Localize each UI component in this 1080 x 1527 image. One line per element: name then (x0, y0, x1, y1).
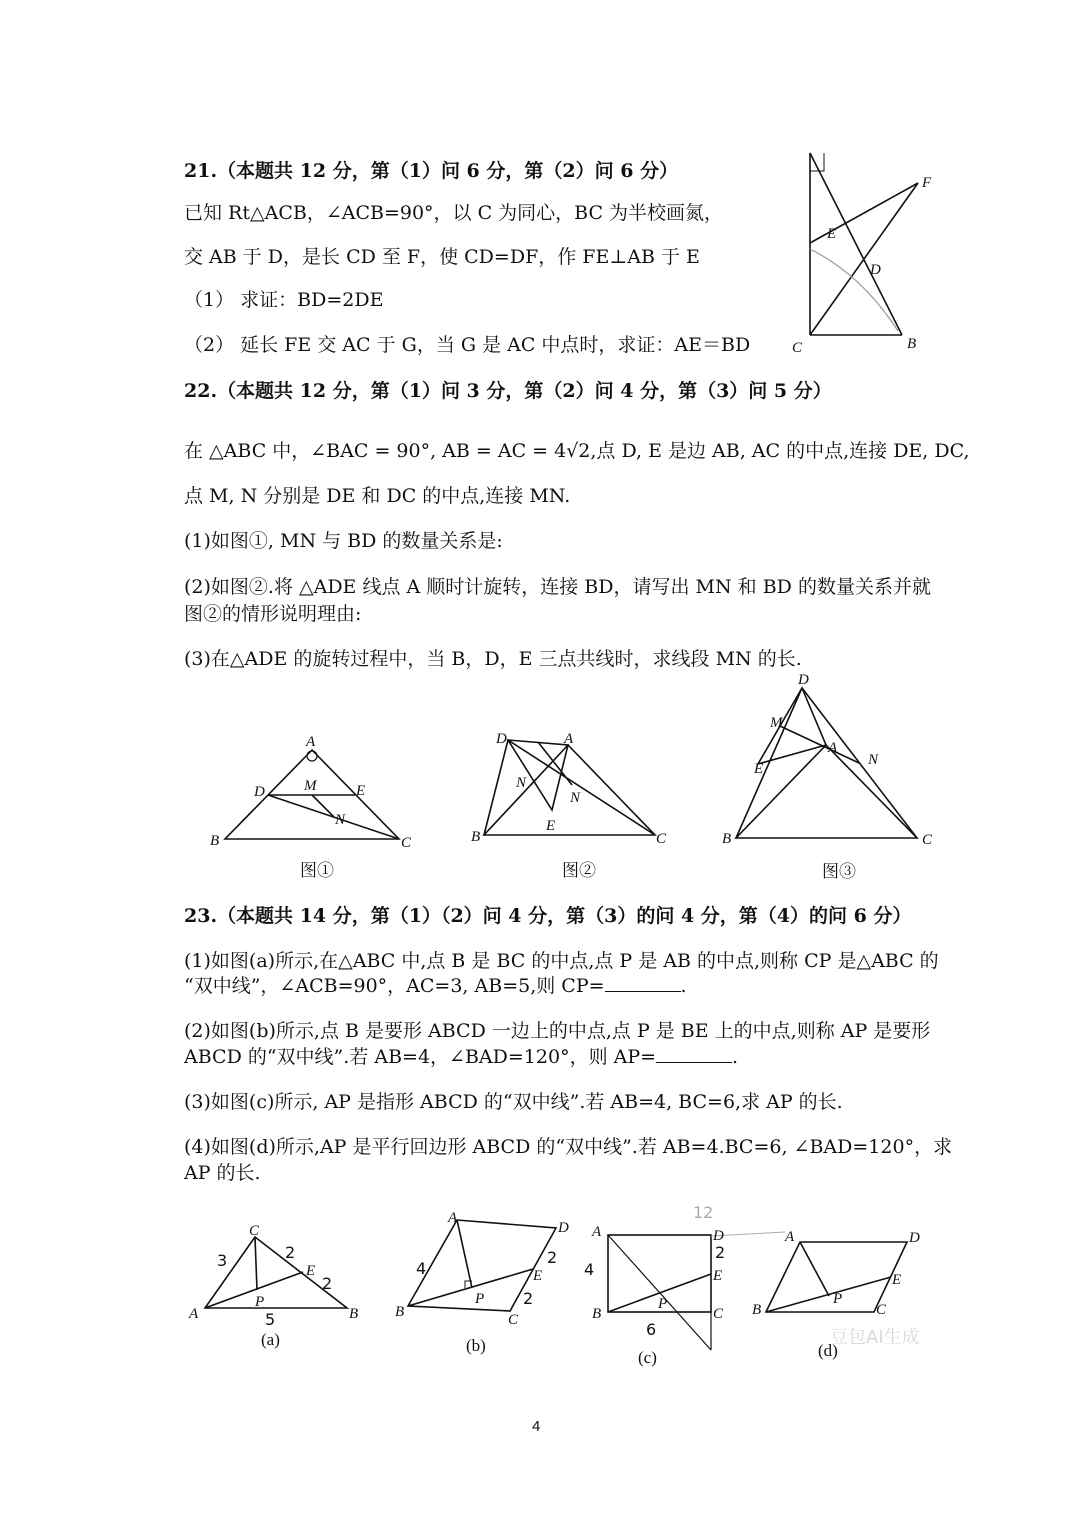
q23-p1-line1: (1)如图(a)所示,在△ABC 中,点 B 是 BC 的中点,点 P 是 AB 的中点,则称 CP 是△ABC 的 (184, 950, 939, 972)
q23-fa-segment-ae (205, 1272, 303, 1308)
q23-fd-label-b: B (752, 1302, 762, 1318)
q23-fd-label-p: P (833, 1291, 843, 1307)
watermark: 豆包AI生成 (830, 1327, 920, 1348)
q23-figure-a (185, 1220, 370, 1355)
q23-fc-label-d: D (713, 1228, 724, 1244)
q22-header: 22.（本题共 12 分，第（1）问 3 分，第（2）问 4 分，第（3）问 5 分） (184, 380, 832, 402)
q23-fb-note-2a: 2 (547, 1248, 558, 1267)
q22-f3-segment-bd (736, 688, 802, 838)
q23-fc-label-b: B (592, 1306, 602, 1322)
q22-f1-label-n: N (335, 812, 346, 828)
q22-f1-right-angle-mark (307, 751, 317, 761)
q22-f2-label-e: E (546, 818, 556, 834)
q22-f2-label-d: D (496, 731, 507, 747)
q21-label-c: C (792, 340, 803, 356)
q23-p2-answer-blank[interactable] (656, 1048, 732, 1063)
q22-f3-label-c: C (922, 832, 933, 848)
q22-f1-label-c: C (401, 835, 412, 851)
q23-fa-label-p: P (255, 1294, 265, 1310)
q23-figure-b (390, 1208, 590, 1358)
q23-fc-note-6: 6 (646, 1320, 657, 1339)
q23-fb-label-e: E (533, 1268, 543, 1284)
q22-f3-label-n: N (868, 752, 879, 768)
q23-fc-note-2: 2 (715, 1243, 726, 1262)
q22-f1-label-a: A (306, 734, 316, 750)
q23-fd-label-a: A (785, 1229, 795, 1245)
q21-label-f: F (922, 175, 932, 191)
q21-label-b: B (907, 336, 917, 352)
q23-fb-segment-ap (457, 1220, 472, 1288)
q23-fb-label-a: A (448, 1210, 458, 1226)
q23-p2-line2 (184, 1046, 738, 1069)
q22-caption-1: 图① (300, 861, 334, 880)
q23-fb-note-2b: 2 (523, 1289, 534, 1308)
q23-p3: (3)如图(c)所示, AP 是指形 ABCD 的“双中线”.若 AB=4, BC=6,求 AP 的长. (184, 1091, 843, 1113)
q23-fb-label-b: B (395, 1304, 405, 1320)
q21-header: 21.（本题共 12 分，第（1）问 6 分，第（2）问 6 分） (184, 160, 679, 182)
q22-f2-label-b: B (471, 829, 481, 845)
q22-f2-segment-bd (484, 740, 508, 835)
q23-fb-label-p: P (475, 1291, 485, 1307)
q21-arc (810, 249, 898, 331)
q23-fa-note-2a: 2 (285, 1243, 296, 1262)
q21-line2: 交 AB 于 D，是长 CD 至 F，使 CD=DF，作 FE⊥AB 于 E (184, 246, 700, 268)
q21-line1: 已知 Rt△ACB，∠ACB=90°，以 C 为同心，BC 为半校画氮， (184, 202, 724, 224)
q23-fa-label-c: C (249, 1223, 260, 1239)
q21-figure (780, 145, 960, 360)
page-number: 4 (532, 1418, 541, 1435)
q22-f1-label-d: D (254, 784, 265, 800)
q23-fa-label-a: A (189, 1306, 199, 1322)
q23-caption-b: (b) (466, 1336, 486, 1355)
q21-label-d: D (870, 262, 881, 278)
q23-fc-segment-ap (608, 1235, 711, 1350)
q23-fa-note-3: 3 (217, 1251, 228, 1270)
q22-f1-label-e: E (356, 783, 366, 799)
q22-f2-label-m: N (516, 775, 527, 791)
q23-caption-c: (c) (638, 1348, 657, 1367)
q23-fc-label-c: C (713, 1306, 724, 1322)
q21-part2: （2） 延长 FE 交 AC 于 G，当 G 是 AC 中点时，求证：AE＝BD (184, 334, 751, 356)
q23-p2-text: ABCD 的“双中线”.若 AB=4，∠BAD=120°，则 AP= (184, 1046, 657, 1068)
q22-part3: (3)在△ADE 的旋转过程中，当 B，D，E 三点共线时，求线段 MN 的长. (184, 648, 802, 670)
q23-figure-c (580, 1200, 765, 1370)
q22-line2: 点 M, N 分别是 DE 和 DC 的中点,连接 MN. (184, 485, 571, 507)
q22-figure-1 (200, 705, 430, 885)
q23-p4-line1: (4)如图(d)所示,AP 是平行回边形 ABCD 的“双中线”.若 AB=4.BC=6, ∠BAD=120°，求 (184, 1136, 953, 1158)
q22-f2-label-n: N (570, 790, 581, 806)
q23-p4-line2: AP 的长. (184, 1162, 261, 1184)
q22-f3-label-e: E (754, 761, 764, 777)
q21-segment-cf (810, 183, 918, 335)
q23-p1-period: . (680, 975, 687, 997)
q22-part1: (1)如图①, MN 与 BD 的数量关系是: (184, 530, 503, 552)
q22-f3-triangle-abc (736, 745, 917, 838)
q22-f2-label-a: A (564, 731, 574, 747)
q23-fd-label-d: D (909, 1230, 920, 1246)
q22-f2-segment-dc (508, 740, 655, 835)
q23-fa-note-5: 5 (265, 1310, 276, 1329)
q23-caption-a: (a) (261, 1330, 280, 1349)
q23-fc-label-p: P (658, 1296, 668, 1312)
q23-fb-label-c: C (508, 1312, 519, 1328)
q22-line1: 在 △ABC 中，∠BAC = 90°, AB = AC = 4√2,点 D, E 是边 AB, AC 的中点,连接 DE, DC, (184, 440, 970, 462)
q22-f3-label-a: A (828, 740, 838, 756)
q23-fc-note-4: 4 (584, 1260, 595, 1279)
q22-figure-2 (460, 725, 680, 885)
q23-p2-line1: (2)如图(b)所示,点 B 是要形 ABCD 一边上的中点,点 P 是 BE 上的中点,则称 AP 是要形 (184, 1020, 931, 1042)
q23-fc-label-a: A (592, 1224, 602, 1240)
q23-p2-period: . (732, 1046, 739, 1068)
q23-p1-text: “双中线”，∠ACB=90°，AC=3, AB=5,则 CP= (184, 975, 605, 997)
q23-fa-segment-cp (255, 1237, 257, 1290)
q23-fb-note-4: 4 (416, 1259, 427, 1278)
q23-fc-label-e: E (713, 1268, 723, 1284)
q22-f3-label-d: D (798, 672, 809, 688)
q22-caption-2: 图② (562, 861, 596, 880)
q22-f2-label-c: C (656, 831, 667, 847)
q23-fd-segment-ap (800, 1242, 829, 1296)
q22-f3-label-b: B (722, 831, 732, 847)
q23-fa-label-b: B (349, 1306, 359, 1322)
q21-segment-ab (810, 153, 902, 335)
q22-f3-segment-dc (802, 688, 917, 838)
q23-p1-answer-blank[interactable] (605, 977, 681, 992)
q22-f1-label-m: M (304, 778, 317, 794)
q23-fd-label-c: C (876, 1302, 887, 1318)
q23-fa-label-e: E (306, 1263, 316, 1279)
q22-f1-label-b: B (210, 833, 220, 849)
q22-part2-line1: (2)如图②.将 △ADE 线点 A 顺时计旋转，连接 BD，请写出 MN 和 BD 的数量关系并就 (184, 576, 931, 598)
q22-part2-line2: 图②的情形说明理由: (184, 603, 362, 625)
q23-fb-label-d: D (558, 1220, 569, 1236)
q21-part1: （1） 求证：BD=2DE (184, 289, 384, 311)
q21-label-e: E (827, 226, 837, 242)
q22-caption-3: 图③ (822, 862, 856, 881)
q23-fd-label-e: E (892, 1272, 902, 1288)
q23-header: 23.（本题共 14 分，第（1）（2）问 4 分，第（3）的问 4 分，第（4）的问 6 分） (184, 905, 912, 927)
q23-caption-d: (d) (818, 1341, 838, 1360)
q22-f3-label-m: M (770, 715, 783, 731)
q23-fc-note-12: 12 (693, 1203, 714, 1222)
q23-fa-note-2b: 2 (322, 1274, 333, 1293)
q23-fa-triangle (205, 1237, 347, 1308)
q23-p1-line2 (184, 975, 687, 998)
q22-figure-3 (718, 668, 948, 890)
q22-f3-triangle-ade (758, 688, 826, 764)
